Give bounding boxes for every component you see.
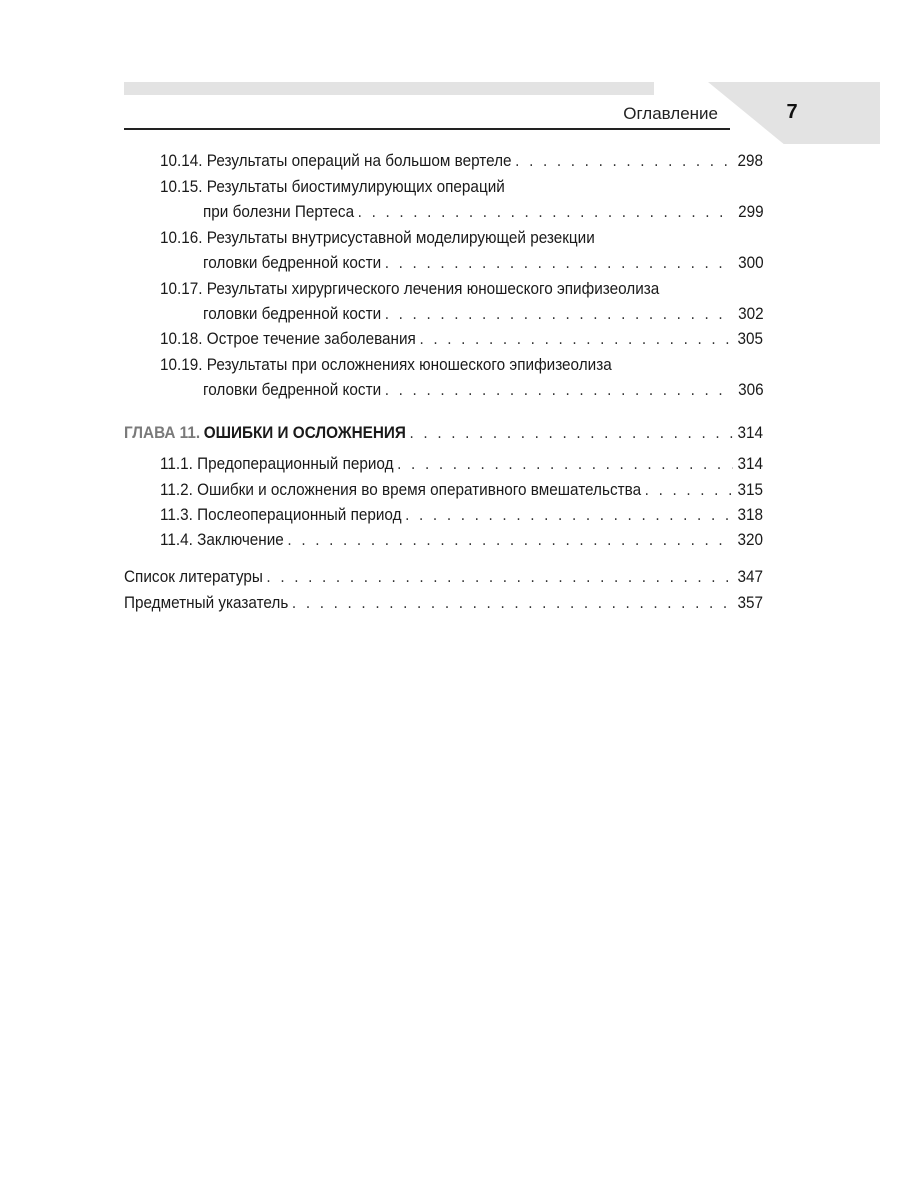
dot-leader xyxy=(358,201,733,223)
toc-entry-title: головки бедренной кости xyxy=(203,380,382,399)
toc-entry-10-17-line1: 10.17. Результаты хирургического лечения юношеского эпифизеолиза xyxy=(160,279,660,298)
dot-leader xyxy=(410,422,733,444)
toc-entry-10-15 xyxy=(203,201,764,223)
header-rule xyxy=(124,128,730,130)
toc-entry-title: головки бедренной кости xyxy=(203,304,382,323)
dot-leader xyxy=(515,150,732,172)
toc-entry-10-16 xyxy=(203,252,764,274)
toc-entry-10-19 xyxy=(203,379,764,401)
toc-entry-page: 357 xyxy=(737,593,763,612)
toc-entry-title: 11.2. Ошибки и осложнения во время оперативного вмешательства xyxy=(160,480,642,499)
toc-entry-11-4 xyxy=(160,529,763,551)
dot-leader xyxy=(385,303,733,325)
toc-entry-page: 314 xyxy=(737,423,763,442)
dot-leader xyxy=(287,529,732,551)
header-band xyxy=(124,82,654,95)
toc-entry-title: головки бедренной кости xyxy=(203,253,382,272)
chapter-title: ОШИБКИ И ОСЛОЖНЕНИЯ xyxy=(203,423,406,442)
dot-leader xyxy=(419,328,732,350)
running-header-title: Оглавление xyxy=(623,104,718,123)
toc-entry-title: 11.4. Заключение xyxy=(160,530,284,549)
toc-entry-11-2 xyxy=(160,479,763,501)
dot-leader xyxy=(645,479,733,501)
toc-entry-title: при болезни Пертеса xyxy=(203,202,355,221)
toc-entry-10-16-line1: 10.16. Результаты внутрисуставной моделирующей резекции xyxy=(160,228,595,247)
toc-entry-10-19-line1: 10.19. Результаты при осложнениях юношеского эпифизеолиза xyxy=(160,355,612,374)
toc-entry-11-3 xyxy=(160,504,763,526)
toc-entry-page: 299 xyxy=(738,202,764,221)
toc-entry-page: 298 xyxy=(737,151,763,170)
toc-entry-title: Список литературы xyxy=(124,567,263,586)
toc-entry-references xyxy=(124,566,763,588)
toc-entry-10-14 xyxy=(160,150,763,172)
toc-entry-page: 302 xyxy=(738,304,764,323)
toc-entry-page: 305 xyxy=(737,329,763,348)
toc-entry-10-18 xyxy=(160,328,763,350)
toc-entry-title: 11.1. Предоперационный период xyxy=(160,454,394,473)
toc-entry-title: 10.14. Результаты операций на большом вертеле xyxy=(160,151,512,170)
toc-entry-page: 318 xyxy=(737,505,763,524)
dot-leader xyxy=(405,504,732,526)
toc-entry-page: 320 xyxy=(737,530,763,549)
chapter-number: ГЛАВА 11. xyxy=(124,423,201,442)
toc-entry-title: Предметный указатель xyxy=(124,593,289,612)
toc-entry-page: 314 xyxy=(737,454,763,473)
dot-leader xyxy=(385,379,733,401)
page-number: 7 xyxy=(786,101,798,123)
toc-entry-page: 347 xyxy=(737,567,763,586)
toc-entry-title: 10.18. Острое течение заболевания xyxy=(160,329,416,348)
dot-leader xyxy=(292,592,732,614)
dot-leader xyxy=(397,453,732,475)
toc-entry-11-1 xyxy=(160,453,763,475)
toc-chapter-11 xyxy=(124,422,763,444)
toc-entry-10-15-line1: 10.15. Результаты биостимулирующих операций xyxy=(160,177,505,196)
toc-entry-page: 315 xyxy=(737,480,763,499)
toc-entry-subject-index xyxy=(124,592,763,614)
toc-entry-page: 300 xyxy=(738,253,764,272)
toc-entry-page: 306 xyxy=(738,380,764,399)
dot-leader xyxy=(266,566,732,588)
toc-entry-10-17 xyxy=(203,303,764,325)
toc-entry-title: 11.3. Послеоперационный период xyxy=(160,505,402,524)
dot-leader xyxy=(385,252,733,274)
